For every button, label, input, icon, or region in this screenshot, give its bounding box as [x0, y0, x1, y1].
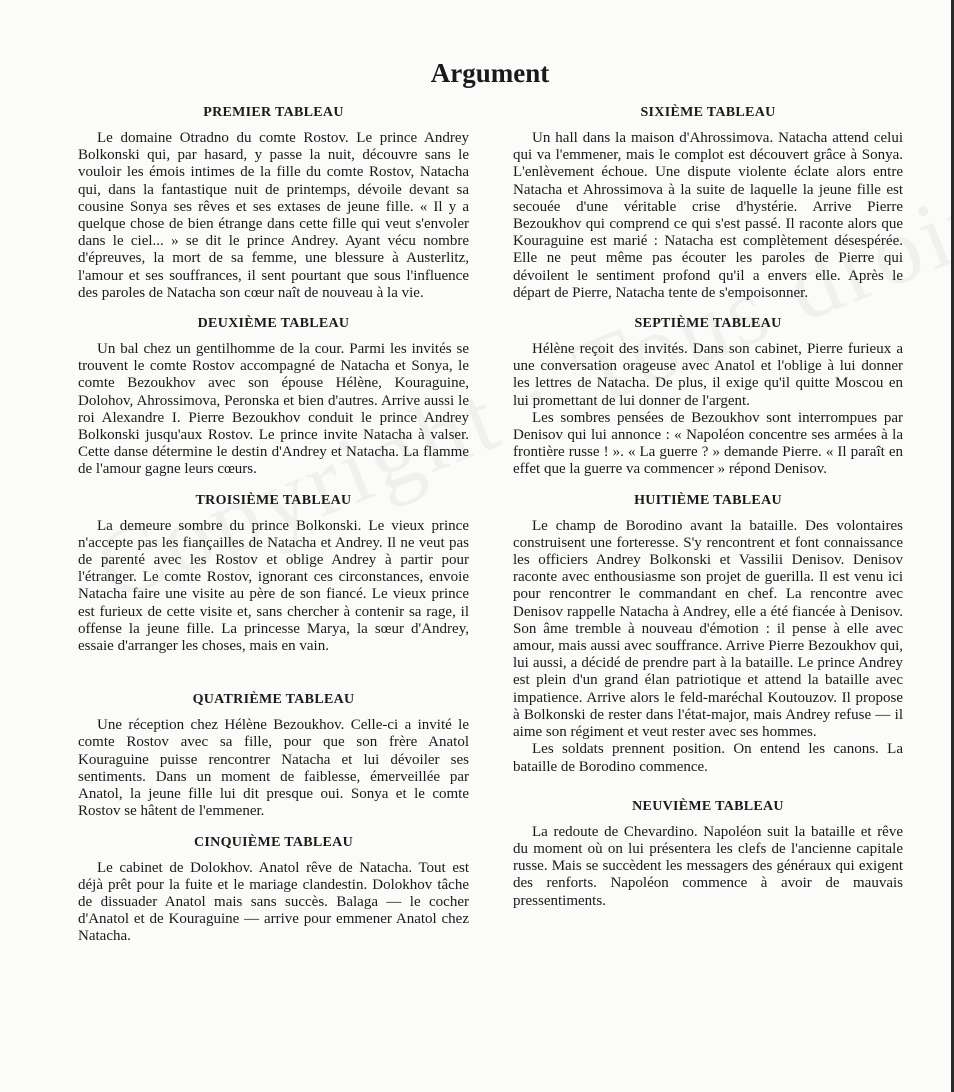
section-heading: SEPTIÈME TABLEAU [634, 316, 782, 332]
section-paragraph: Le champ de Borodino avant la bataille. Des volontaires construisent une forteresse. S'y rencontrent et font connaissance les officiers Andrey Bolkonski et Vassilii Denisov. Denisov raconte avec enthousiasme son projet de guerilla. Il est venu ici pour rencontrer le commandant en chef. La rencontre avec Denisov rappelle Natacha à Andrey, elle a été fiancée à Denisov. Son âme tremble à nouveau d'émotion : il pense à elle avec amour, mais aussi avec souffrance. Arrive Pierre Bezoukhov qui, lui aussi, a décidé de prendre part à la bataille. Le prince Andrey est plein d'un grand élan patriotique et attend la bataille avec impatience. Arrive alors le feld-maréchal Koutouzov. Il propose à Bolkonski de rester dans l'état-major, mais Andrey refuse — il aime son régiment et veut rester avec ses hommes. [513, 517, 903, 741]
section-paragraph: La redoute de Chevardino. Napoléon suit la bataille et rêve du moment où on lui présentera les clefs de l'ancienne capitale russe. Mais se succèdent les messagers des généraux qui exigent des renforts. Napoléon commence à avoir de mauvais pressentiments. [513, 823, 903, 909]
section-quatrieme-tableau [78, 691, 469, 820]
section-paragraph: Une réception chez Hélène Bezoukhov. Celle-ci a invité le comte Rostov avec sa fille, pour que son frère Anatol Kouraguine puisse rencontrer Natacha et lui dévoiler ses sentiments. Dans un moment de faiblesse, émerveillée par Anatol, la jeune fille lui dit presque oui. Sonya et le comte Rostov se hâtent de l'emmener. [78, 717, 469, 820]
section-heading: CINQUIÈME TABLEAU [194, 834, 353, 850]
section-deuxieme-tableau [78, 315, 469, 479]
section-huitieme-tableau [513, 492, 903, 776]
left-column [78, 104, 469, 959]
section-paragraph: Un bal chez un gentilhomme de la cour. Parmi les invités se trouvent le comte Rostov accompagné de Natacha et Sonya, le comte Bezoukhov avec son épouse Hélène, Kouraguine, Dolohov, Ahrossimova, Peronska et bien d'autres. Arrive aussi le roi Alexandre I. Pierre Bezoukhov conduit le prince Andrey Bolkonski jusqu'aux Rostov. Le prince invite Natacha à valser. Cette danse détermine le destin d'Andrey et Natacha. La flamme de l'amour gagne leurs cœurs. [78, 341, 469, 478]
section-paragraph: Les sombres pensées de Bezoukhov sont interrompues par Denisov qui lui annonce : « Napoléon concentre ses armées à la frontière russe ! ». « La guerre ? » demande Pierre. « Il paraît en effet que la guerre va commencer » répond Denisov. [513, 409, 903, 478]
section-septieme-tableau [513, 315, 903, 479]
section-heading: QUATRIÈME TABLEAU [192, 692, 355, 708]
section-heading: PREMIER TABLEAU [203, 105, 344, 120]
section-paragraph: Les soldats prennent position. On entend les canons. La bataille de Borodino commence. [513, 741, 903, 775]
section-paragraph: Hélène reçoit des invités. Dans son cabinet, Pierre furieux a une conversation orageuse avec Anatol et l'oblige à lui donner les lettres de Natacha. De plus, il exige qu'il quitte Moscou en lui promettant de lui donner de l'argent. [513, 341, 903, 409]
section-heading: DEUXIÈME TABLEAU [197, 316, 350, 332]
section-paragraph: Le domaine Otradno du comte Rostov. Le prince Andrey Bolkonski qui, par hasard, y passe la nuit, découvre sans le vouloir les émois intimes de la fille du comte Rostov, Natacha qui, dans la fantastique nuit de printemps, dévoile devant sa cousine Sonya ses rêves et ses extases de jeune fille. « Il y a quelque chose de bien étrange dans cette fille qui veut s'envoler dans le ciel... » se dit le prince Andrey. Ayant vécu nombre d'épreuves, la mort de sa femme, une blessure à Austerlitz, l'amour et ses souffrances, il sent pourtant que sous l'influence des paroles de Natacha son cœur naît de nouveau à la vie. [78, 130, 469, 301]
section-sixieme-tableau [513, 104, 903, 302]
section-neuvieme-tableau [513, 798, 903, 910]
section-troisieme-tableau [78, 492, 469, 656]
right-column [513, 104, 903, 923]
section-premier-tableau [78, 104, 469, 302]
section-paragraph: Un hall dans la maison d'Ahrossimova. Natacha attend celui qui va l'emmener, mais le complot est découvert grâce à Sonya. L'enlèvement échoue. Une dispute violente éclate alors entre Natacha et Ahrossimova à la suite de laquelle la jeune fille est secouée d'une véritable crise d'hystérie. Arrive Pierre Bezoukhov qui comprend ce qui s'est passé. Il raconte alors que Kouraguine est marié : Natacha est complètement désespérée. Elle ne peut même pas écouter les paroles de Pierre qui dévoilent le sentiment profond qu'il a envers elle. Après le départ de Pierre, Natacha tente de s'empoisonner. [513, 130, 903, 301]
section-paragraph: Le cabinet de Dolokhov. Anatol rêve de Natacha. Tout est déjà prêt pour la fuite et le mariage clandestin. Dolokhov tâche de dissuader Anatol mais sans succès. Balaga — le cocher d'Anatol et de Kouraguine — arrive pour emmener Anatol chez Natacha. [78, 859, 469, 945]
page-title: Argument [430, 58, 550, 88]
section-heading: TROISIÈME TABLEAU [195, 492, 352, 508]
section-heading: SIXIÈME TABLEAU [640, 105, 776, 120]
section-heading: NEUVIÈME TABLEAU [632, 798, 784, 814]
section-paragraph: La demeure sombre du prince Bolkonski. Le vieux prince n'accepte pas les fiançailles de Natacha et Andrey. Il ne veut pas de parenté avec les Rostov et oblige Andrey à partir pour l'étranger. Le comte Rostov, ignorant ces circonstances, envoie Natacha faire une visite au père de son fiancé. Le vieux prince est furieux de cette visite et, sans chercher à contenir sa rage, il offense la jeune fille. La princesse Marya, la sœur d'Andrey, essaie d'arranger les choses, mais en vain. [78, 517, 469, 655]
section-cinquieme-tableau [78, 834, 469, 946]
section-heading: HUITIÈME TABLEAU [634, 492, 782, 508]
